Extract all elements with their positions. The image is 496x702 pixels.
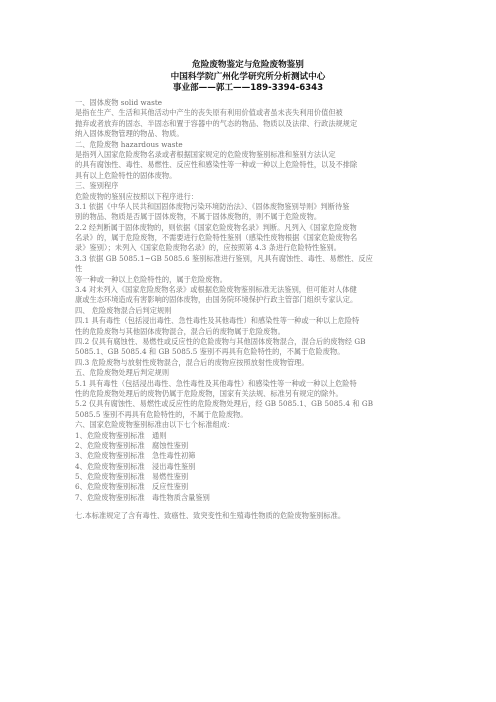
list-item: 6、危险废物鉴别标准 反应性鉴别 bbox=[75, 482, 189, 492]
paragraph-line: 2.2 经判断属于固体废物的，则依据《国家危险废物名录》判断。凡列入《国家危险废物 bbox=[75, 222, 357, 232]
section-heading: 一、固体废物 solid waste bbox=[75, 98, 163, 107]
section-heading: 六、国家危险废物鉴别标准由以下七个标准组成： bbox=[75, 420, 235, 430]
paragraph-line: 5085.1、GB 5085.4 和 GB 5085.5 鉴别不再具有危险特性的，不属于危险废物。 bbox=[75, 347, 345, 357]
paragraph-line: 5.2 仅具有腐蚀性、易燃性或反应性的危险废物处理后，经 GB 5085.1、GB 5085.4 和 GB bbox=[75, 399, 374, 409]
paragraph-line: 名录》的，属于危险废物，不需要进行危险特性鉴别（感染性废物根据《国家危险废物名 bbox=[75, 233, 358, 243]
paragraph-line: 3.4 对未列入《国家危险废物名录》或根据危险废物鉴别标准无法鉴别，但可能对人体健 bbox=[75, 285, 357, 295]
paragraph-line: 的具有腐蚀性、毒性、易燃性、反应性和感染性等一种或一种以上危险特性，以及不排除 bbox=[75, 160, 358, 170]
document-body bbox=[75, 98, 435, 522]
paragraph-line: 5.1 具有毒性（包括浸出毒性、急性毒性及其他毒性）和感染性等一种或一种以上危险特 bbox=[75, 378, 357, 388]
paragraph-line: 3.3 依据 GB 5085.1~GB 5085.6 鉴别标准进行鉴别，凡具有腐蚀性、毒性、易燃性、反应 bbox=[75, 253, 373, 263]
paragraph-line: 性 bbox=[75, 264, 83, 274]
paragraph-line: 性的危险废物与其他固体废物混合，混合后的废物属于危险废物。 bbox=[75, 326, 285, 336]
section-heading: 五、危险废物处理后判定规则 bbox=[75, 368, 170, 378]
paragraph-line: 四.2 仅具有腐蚀性、易燃性或反应性的危险废物与其他固体废物混合，混合后的废物经 GB bbox=[75, 336, 366, 346]
section-heading: 三、鉴别程序 bbox=[75, 181, 119, 191]
list-item: 7、危险废物鉴别标准 毒性物质含量鉴别 bbox=[75, 492, 210, 502]
paragraph-line: 是指在生产、生活和其他活动中产生的丧失原有利用价值或者虽未丧失利用价值但被 bbox=[75, 108, 343, 118]
document-title: 危险废物鉴定与危险废物鉴别 bbox=[192, 60, 304, 70]
paragraph-line: 是指列入国家危险废物名录或者根据国家规定的危险废物鉴别标准和鉴别方法认定 bbox=[75, 149, 336, 159]
paragraph-line: 四.1 具有毒性（包括浸出毒性、急性毒性及其他毒性）和感染性等一种或一种以上危险特 bbox=[75, 316, 360, 326]
spacer bbox=[75, 503, 435, 511]
section-heading: 四、 危险废物混合后判定规则 bbox=[75, 305, 172, 315]
paragraph-line: 具有以上危险特性的固体废物。 bbox=[75, 170, 177, 180]
section-heading: 二、危险废物 hazardous waste bbox=[75, 139, 183, 149]
list-item: 5、危险废物鉴别标准 易燃性鉴别 bbox=[75, 472, 189, 482]
paragraph-line: 录》鉴别）；未列入《国家危险废物名录》的，应按照第 4.3 条进行危险特性鉴别。 bbox=[75, 243, 341, 253]
paragraph-line: 危险废物的鉴别应按照以下程序进行： bbox=[75, 191, 199, 201]
organization-name: 中国科学院广州化学研究所分析测试中心 bbox=[170, 71, 326, 82]
paragraph-line: 四.3 危险废物与放射性废物混合，混合后的废物应按照放射性废物管理。 bbox=[75, 357, 309, 367]
contact-line: 事业部——郭工——189-3394-6343 bbox=[172, 83, 324, 93]
paragraph-line: 5085.5 鉴别不再具有危险特性的，不属于危险废物。 bbox=[75, 409, 248, 419]
list-item: 1、危险废物鉴别标准 通则 bbox=[75, 430, 167, 440]
paragraph-line: 别的物品、物质是否属于固体废物，不属于固体废物的，则不属于危险废物。 bbox=[75, 212, 322, 222]
paragraph-line: 3.1 依据《中华人民共和国固体废物污染环境防治法》、《固体废物鉴别导则》判断待鉴 bbox=[75, 201, 350, 211]
section-heading: 七.本标准规定了含有毒性、致癌性、致突变性和生殖毒性物质的危险废物鉴别标准。 bbox=[75, 511, 346, 521]
paragraph-line: 性的危险废物处理后的废物仍属于危险废物，国家有关法规、标准另有规定的除外。 bbox=[75, 388, 343, 398]
document-header bbox=[0, 60, 496, 95]
list-item: 2、危险废物鉴别标准 腐蚀性鉴别 bbox=[75, 440, 189, 450]
paragraph-line: 纳入固体废物管理的物品、物质。 bbox=[75, 129, 184, 139]
list-item: 4、危险废物鉴别标准 浸出毒性鉴别 bbox=[75, 461, 196, 471]
list-item: 3、危险废物鉴别标准 急性毒性初筛 bbox=[75, 451, 196, 461]
paragraph-line: 等一种或一种以上危险特性的，属于危险废物。 bbox=[75, 274, 227, 284]
paragraph-line: 康或生态环境造成有害影响的固体废物，由国务院环境保护行政主管部门组织专家认定。 bbox=[75, 295, 358, 305]
paragraph-line: 抛弃或者放弃的固态、半固态和置于容器中的气态的物品、物质以及法律、行政法规规定 bbox=[75, 118, 358, 128]
